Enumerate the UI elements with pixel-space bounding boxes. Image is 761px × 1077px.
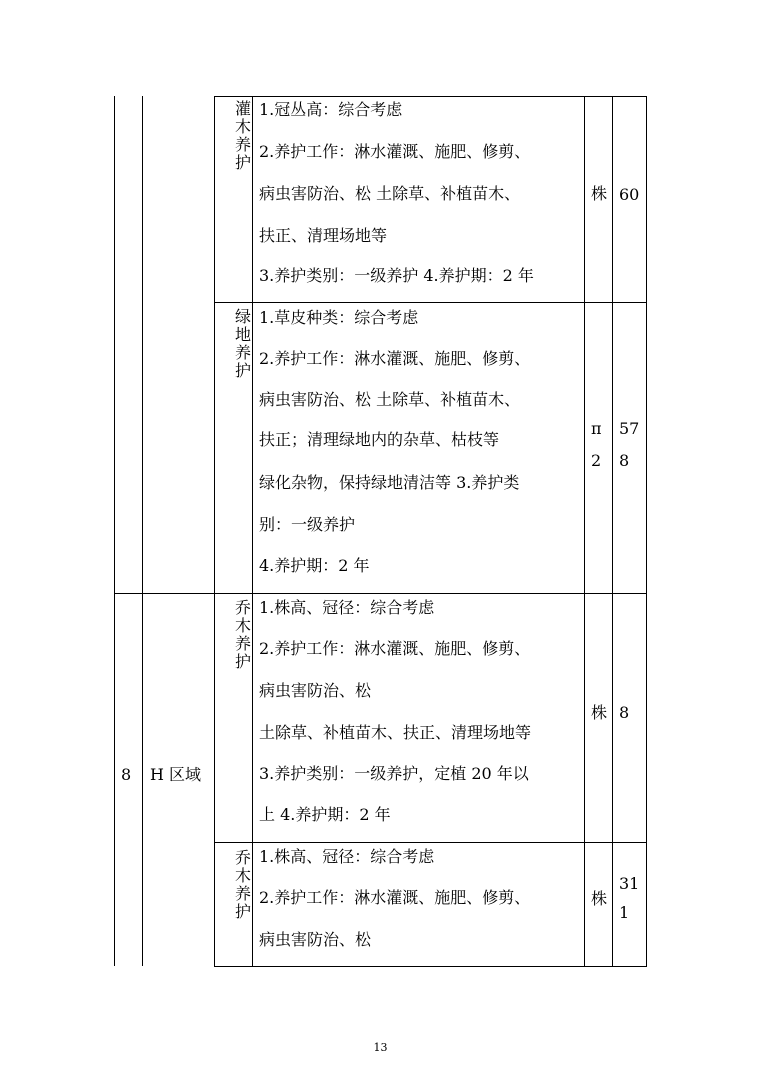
area-cell: H 区域	[150, 765, 202, 784]
quantity-cell: 60	[619, 185, 640, 204]
unit-cell: 株	[591, 889, 608, 908]
category-cell: 灌 木 养 护	[235, 100, 252, 172]
unit-cell: 株	[591, 703, 608, 722]
unit-cell-line-2: 2	[591, 451, 602, 470]
unit-cell-line-1: π	[591, 419, 602, 438]
quantity-cell-line-2: 1	[619, 903, 630, 922]
quantity-cell-line-2: 8	[619, 451, 630, 470]
row-number-cell: 8	[121, 765, 132, 784]
quantity-cell-line-1: 57	[619, 419, 640, 438]
category-cell: 乔 木 养 护	[235, 599, 252, 671]
page-number: 13	[373, 1041, 388, 1054]
quantity-cell: 8	[619, 703, 630, 722]
unit-cell: 株	[591, 184, 608, 203]
quantity-cell-line-1: 31	[619, 874, 640, 893]
document-page: 灌 木 养 护 1.冠丛高：综合考虑 2.养护工作：淋水灌溉、施肥、修剪、 病虫害防治、松 土除草、补植苗木、 扶正、清理场地等 3.养护类别：一级养护 4.养护期：2 年 株 60 绿 地 养 护 1.草皮种类：综合考虑 2.养护工作：淋水灌溉、施肥、修剪、 病虫害防治、松 土除草、补植苗木、 扶正；清理绿地内的杂草、枯枝等 绿化杂物，保持绿地清洁等 3.养护类 别：一级养护 4.养护期：2 年 π 2 57 8 8 H 区域 乔 木 养 护 1.株高、冠径：综合考虑 2.养护工作：淋水灌溉、施肥、修剪、 病虫害防治、松 土除草、补植苗木、扶正、清理场地等 3.养护类别：一级养护，定植 20 年以 上 4.养护期：2 年 株 8 乔 木 养 护 1.株高、冠径：综合考虑 2.养护工作：淋水灌溉、施肥、修剪、 病虫害防治、松 株 31 1 13	[0, 0, 761, 1077]
category-cell: 乔 木 养 护	[235, 849, 252, 921]
category-cell: 绿 地 养 护	[235, 308, 252, 380]
